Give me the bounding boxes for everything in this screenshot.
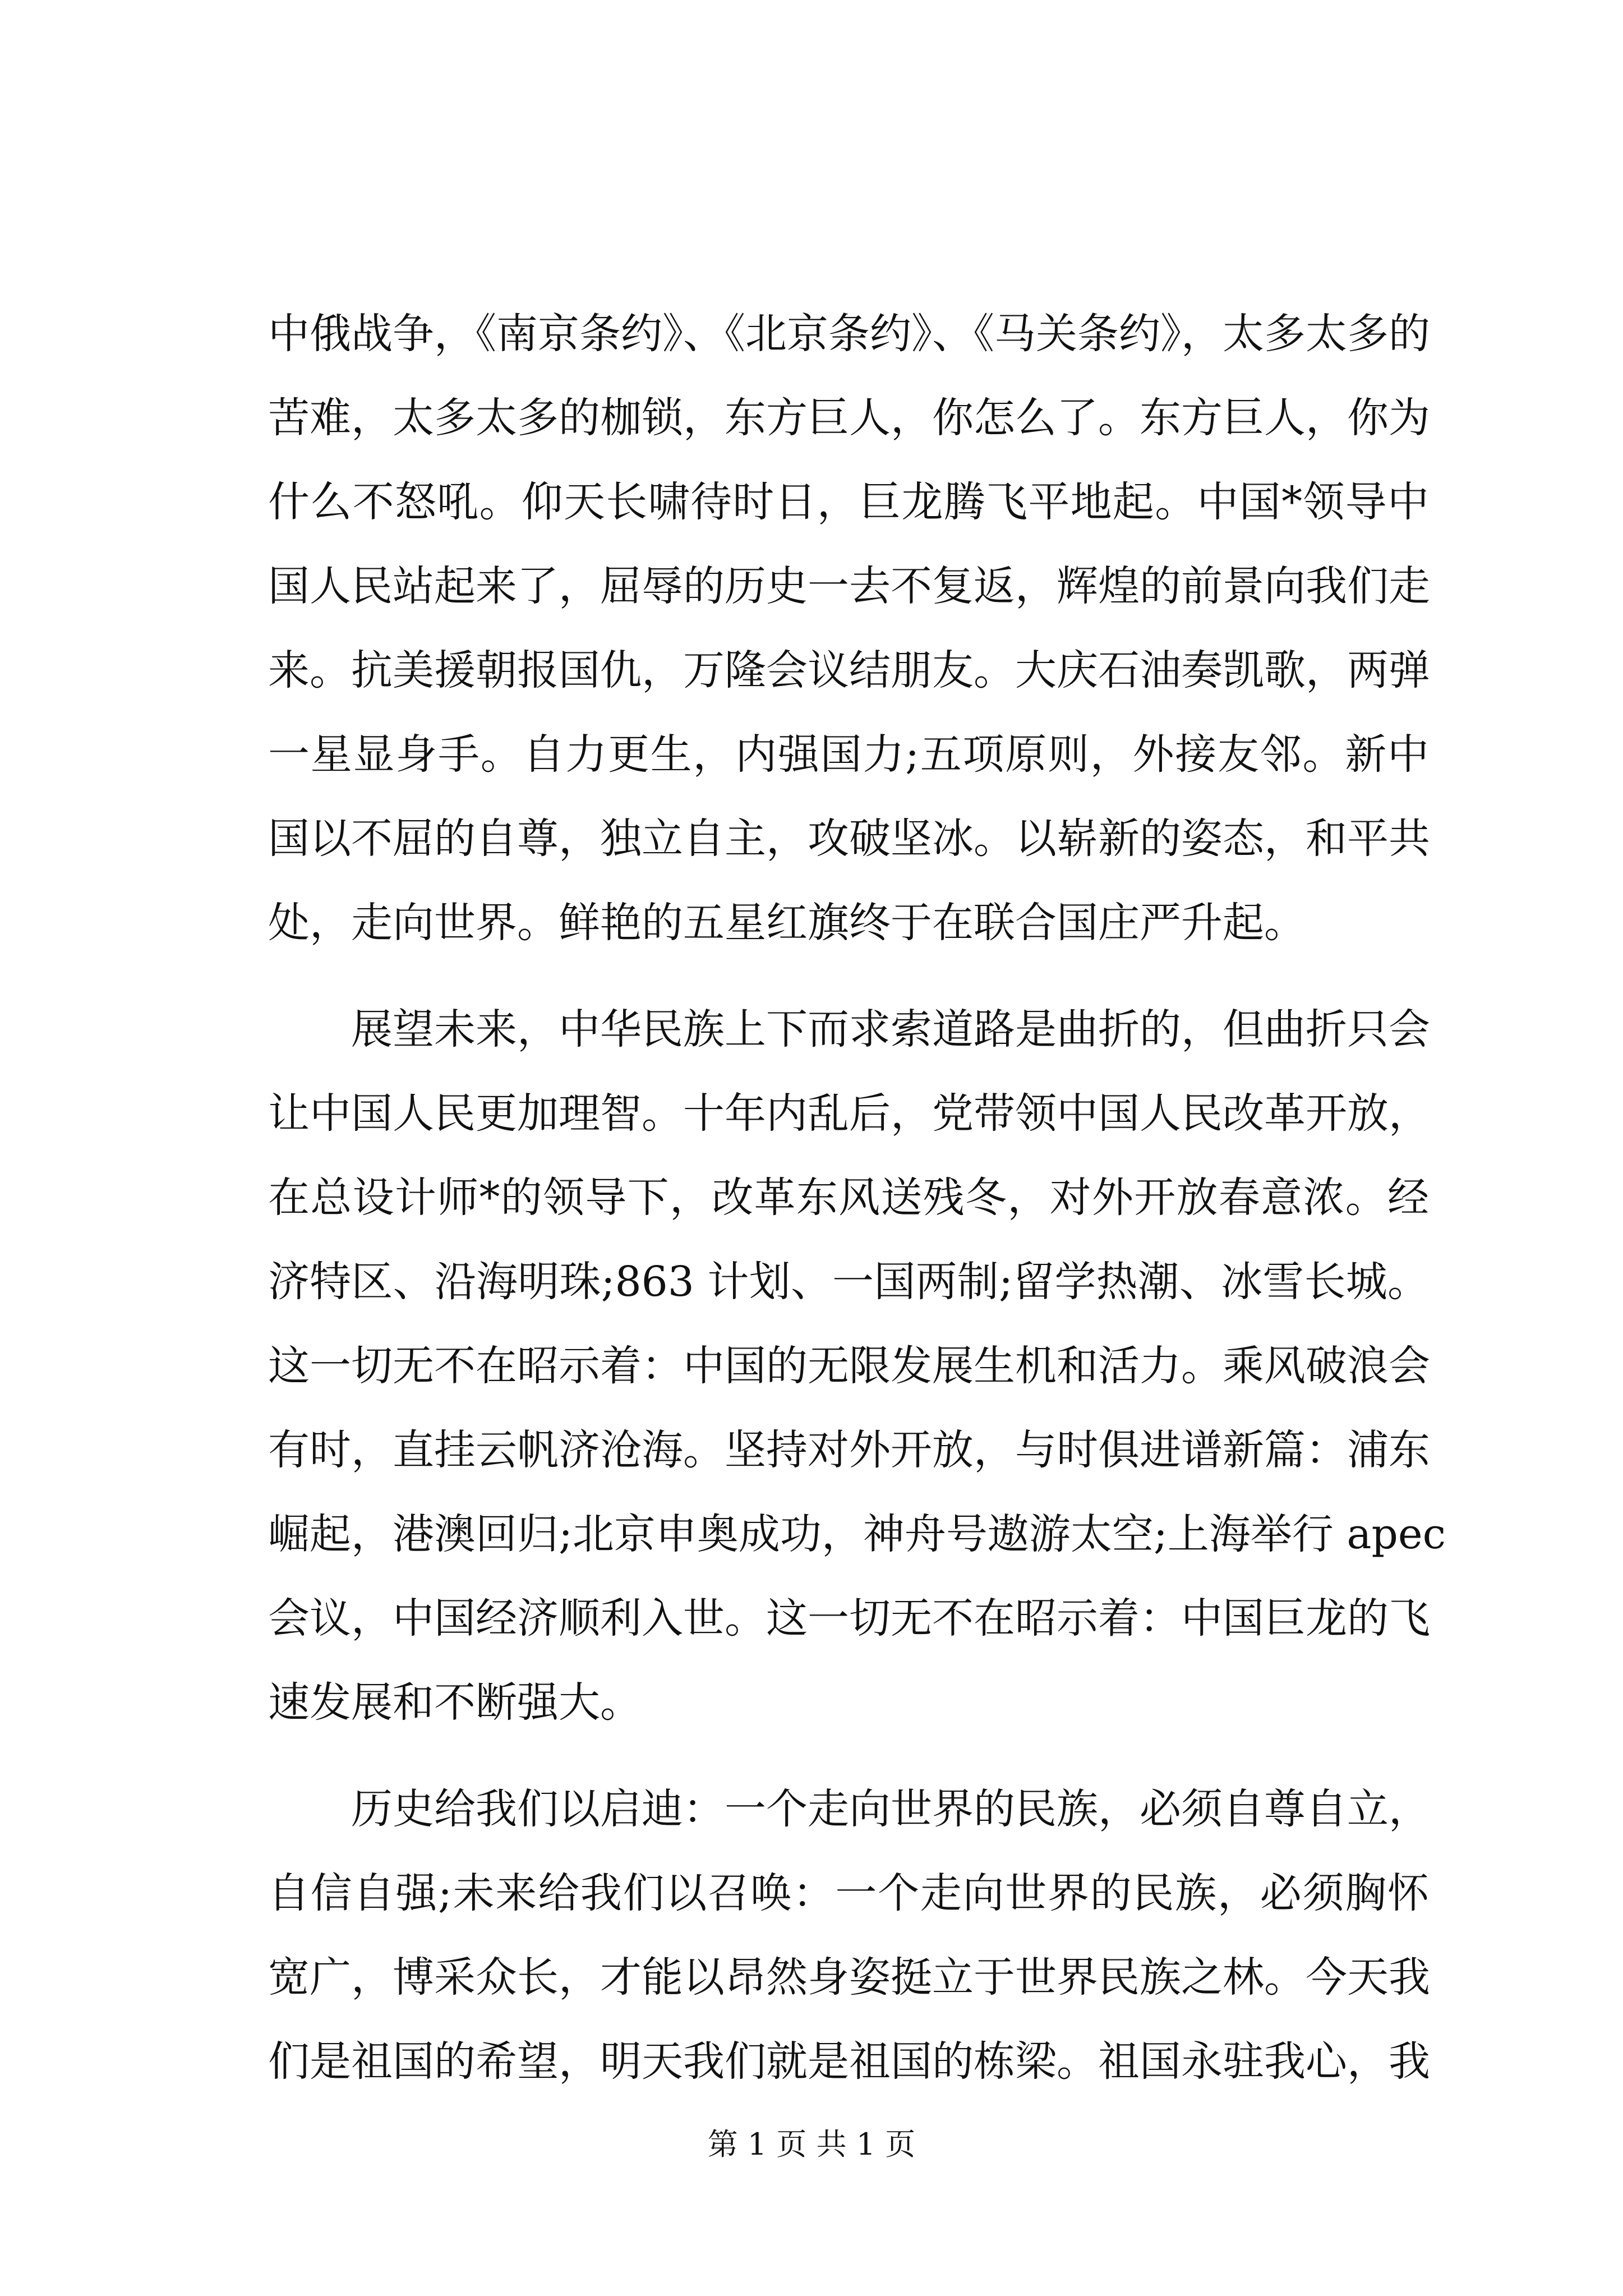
document-body xyxy=(268,292,1446,2104)
text-line: 会议，中国经济顺利入世。这一切无不在昭示着：中国巨龙的飞 xyxy=(268,1594,1430,1642)
text-line: 来。抗美援朝报国仇，万隆会议结朋友。大庆石油奏凯歌，两弹 xyxy=(268,646,1430,694)
text-line: 处，走向世界。鲜艳的五星红旗终于在联合国庄严升起。 xyxy=(268,899,1306,947)
text-line: 崛起，港澳回归;北京申奥成功，神舟号遨游太空;上海举行 apec xyxy=(268,1510,1446,1558)
text-line: 自信自强;未来给我们以召唤：一个走向世界的民族，必须胸怀 xyxy=(268,1869,1429,1917)
text-line: 宽广，博采众长，才能以昂然身姿挺立于世界民族之林。今天我 xyxy=(268,1953,1430,2001)
text-line: 历史给我们以启迪：一个走向世界的民族，必须自尊自立， xyxy=(351,1785,1430,1833)
text-line: 一星显身手。自力更生，内强国力;五项原则，外接友邻。新中 xyxy=(268,730,1429,779)
text-line: 速发展和不断强大。 xyxy=(268,1678,642,1727)
page-footer xyxy=(0,2120,1623,2164)
text-line: 这一切无不在昭示着：中国的无限发展生机和活力。乘风破浪会 xyxy=(268,1342,1430,1390)
text-line: 国人民站起来了，屈辱的历史一去不复返，辉煌的前景向我们走 xyxy=(268,562,1430,610)
text-line: 国以不屈的自尊，独立自主，攻破坚冰。以崭新的姿态，和平共 xyxy=(268,815,1430,863)
paragraph-1 xyxy=(268,292,1429,965)
paragraph-spacing xyxy=(268,965,1429,987)
text-line: 们是祖国的希望，明天我们就是祖国的栋梁。祖国永驻我心，我 xyxy=(268,2037,1430,2086)
text-line: 苦难，太多太多的枷锁，东方巨人，你怎么了。东方巨人，你为 xyxy=(268,394,1430,442)
text-line: 什么不怒吼。仰天长啸待时日，巨龙腾飞平地起。中国*领导中 xyxy=(268,478,1429,526)
text-line: 展望未来，中华民族上下而求索道路是曲折的，但曲折只会 xyxy=(351,1005,1430,1053)
paragraph-spacing xyxy=(268,1745,1429,1767)
text-line: 济特区、沿海明珠;863 计划、一国两制;留学热潮、冰雪长城。 xyxy=(268,1258,1429,1306)
text-line: 在总设计师*的领导下，改革东风送残冬，对外开放春意浓。经 xyxy=(268,1174,1429,1222)
text-line: 让中国人民更加理智。十年内乱后，党带领中国人民改革开放， xyxy=(268,1089,1430,1138)
text-line: 有时，直挂云帆济沧海。坚持对外开放，与时俱进谱新篇：浦东 xyxy=(268,1426,1430,1474)
paragraph-3 xyxy=(268,1767,1429,2104)
paragraph-2 xyxy=(268,987,1446,1745)
text-line: 中俄战争，《南京条约》、《北京条约》、《马关条约》，太多太多的 xyxy=(268,310,1430,358)
page-number-label: 第 1 页 共 1 页 xyxy=(707,2127,916,2162)
